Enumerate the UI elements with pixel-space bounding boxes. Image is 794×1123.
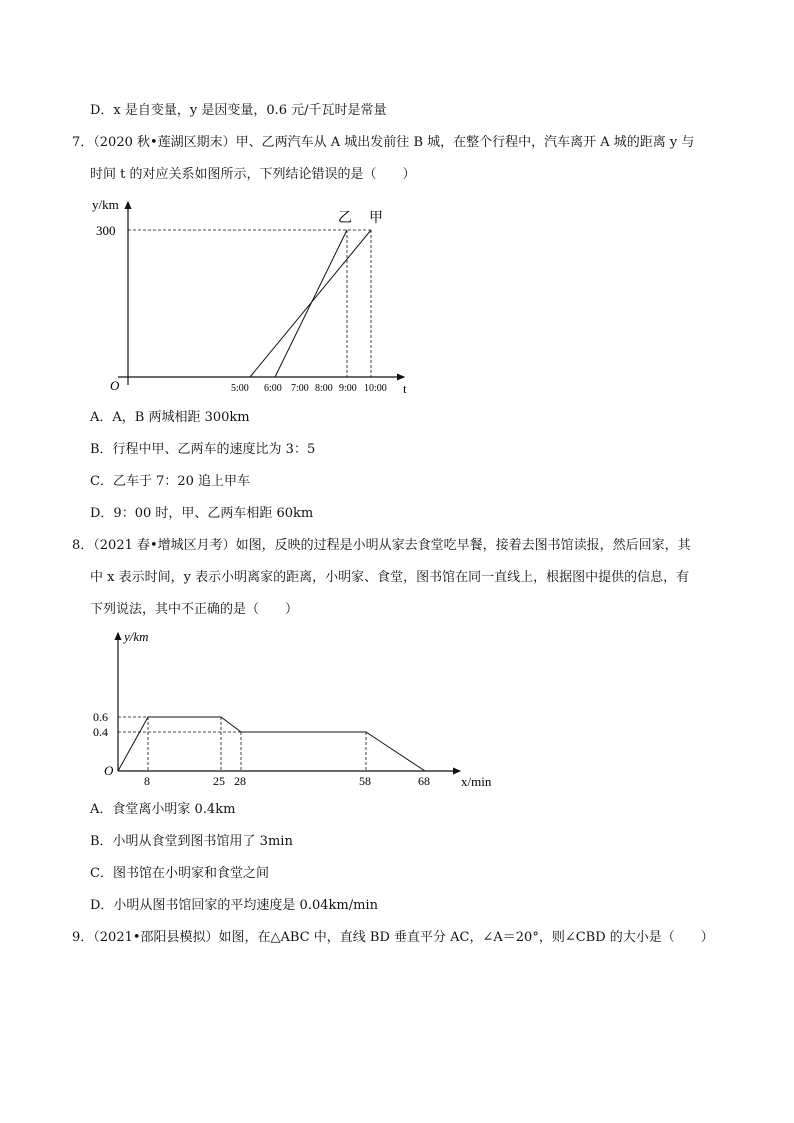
q7-stem-line2: 时间 t 的对应关系如图所示，下列结论错误的是（ ） — [90, 167, 416, 182]
q7-series-jia — [250, 230, 371, 377]
q8-x-tick-25: 25 — [213, 774, 225, 788]
q8-series-line — [118, 717, 425, 771]
q8-stem-line3: 下列说法，其中不正确的是（ ） — [90, 602, 299, 617]
q7-x-tick-700: 7:00 — [291, 383, 309, 394]
q7-x-label: t — [403, 381, 407, 396]
q8-x-tick-58: 58 — [359, 774, 371, 788]
q7-option-a: A．A，B 两城相距 300km — [90, 410, 250, 425]
q8-y-tick-06: 0.6 — [93, 710, 108, 724]
q8-option-a: A．食堂离小明家 0.4km — [90, 802, 236, 817]
q8-x-label: x/min — [461, 774, 492, 789]
q8-stem-line1: 8．（2021 春•增城区月考）如图，反映的过程是小明从家去食堂吃早餐，接着去图书馆读报，然后回家，其 — [72, 538, 691, 553]
q6-option-d: D．x 是自变量，y 是因变量，0.6 元/千瓦时是常量 — [90, 103, 387, 118]
q7-x-tick-900: 9:00 — [339, 383, 357, 394]
q7-series-label-jia: 甲 — [369, 211, 383, 226]
q7-x-tick-800: 8:00 — [315, 383, 333, 394]
q7-origin-label: O — [110, 378, 120, 393]
q8-y-tick-04: 0.4 — [93, 725, 108, 739]
q7-series-yi — [275, 230, 347, 377]
q7-y-label: y/km — [92, 197, 119, 212]
q7-option-c: C．乙车于 7：20 追上甲车 — [90, 474, 251, 489]
q8-origin-label: O — [104, 763, 114, 778]
q8-y-label: y/km — [124, 629, 149, 644]
q8-option-b: B．小明从食堂到图书馆用了 3min — [90, 834, 293, 849]
q8-option-c: C．图书馆在小明家和食堂之间 — [90, 866, 269, 881]
q8-option-d: D．小明从图书馆回家的平均速度是 0.04km/min — [90, 898, 378, 913]
q7-series-label-yi: 乙 — [338, 211, 352, 226]
q7-x-tick-600: 6:00 — [264, 383, 282, 394]
q7-option-b: B．行程中甲、乙两车的速度比为 3：5 — [90, 442, 316, 457]
q7-x-tick-1000: 10:00 — [364, 383, 387, 394]
q8-x-tick-8: 8 — [144, 774, 150, 788]
q8-x-tick-68: 68 — [418, 774, 430, 788]
q7-y-tick-300: 300 — [96, 223, 116, 238]
q7-x-tick-500: 5:00 — [231, 383, 249, 394]
q7-option-d: D．9：00 时，甲、乙两车相距 60km — [90, 506, 314, 521]
q7-stem-line1: 7．（2020 秋•莲湖区期末）甲、乙两汽车从 A 城出发前往 B 城，在整个行程中，汽车离开 A 城的距离 y 与 — [72, 135, 695, 150]
q8-stem-line2: 中 x 表示时间，y 表示小明离家的距离，小明家、食堂，图书馆在同一直线上，根据图中提供的信息，有 — [90, 570, 690, 585]
q8-x-tick-28: 28 — [234, 774, 246, 788]
q9-stem-line1: 9．（2021•邵阳县模拟）如图，在△ABC 中，直线 BD 垂直平分 AC，∠A＝20°，则∠CBD 的大小是（ ） — [72, 930, 714, 945]
